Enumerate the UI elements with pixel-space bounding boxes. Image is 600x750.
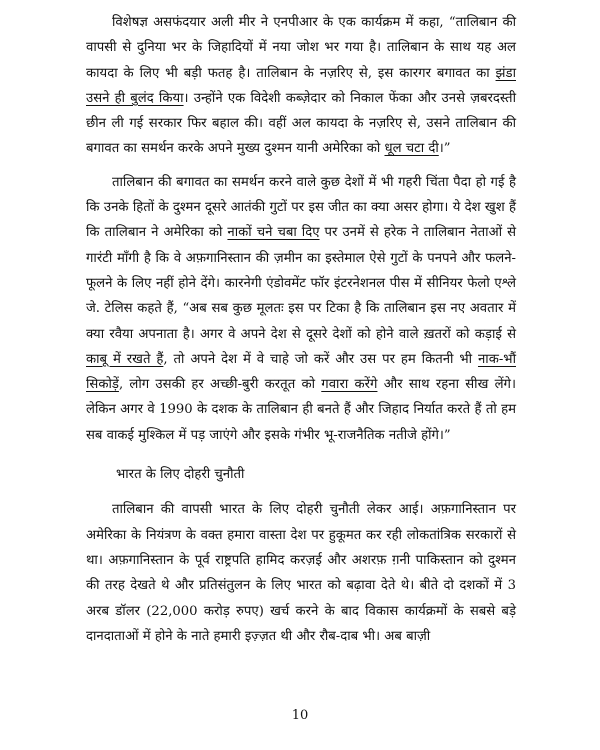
underlined-idiom: काबू में रखते हैं: [86, 351, 164, 367]
paragraph-expert-quote: विशेषज्ञ असफंदयार अली मीर ने एनपीआर के एक कार्यक्रम में कहा, “तालिबान की वापसी से दुनिया भर के जिहादियों में नया जोश भर गया है। तालिबान के साथ यह अल कायदा के लिए भी बड़ी फतह है। तालिबान के नज़रिए से, इस कारगर बगावत का झंडा उसने ही बुलंद किया। उन्होंने एक विदेशी कब्ज़ेदार को निकाल फेंका और उनसे ज़बरदस्ती छीन ली गई सरकार फिर बहाल की। वहीं अल कायदा के नज़रिए से, उसने तालिबान की बगावत का समर्थन करके अपने मुख्य दुश्मन यानी अमेरिका को धूल चटा दी।”: [86, 15, 516, 157]
underlined-idiom: नाकों चने चबा दिए: [227, 225, 320, 241]
underlined-idiom: नाक-भौं सिकोड़ें: [86, 351, 516, 393]
underlined-idiom: धूल चटा दी: [384, 141, 439, 157]
paragraph-india-challenge: तालिबान की वापसी भारत के लिए दोहरी चुनौती लेकर आई। अफ़गानिस्तान पर अमेरिका के नियंत्रण के वक्त हमारा वास्ता देश पर हुकूमत कर रही लोकतांत्रिक सरकारों से था। अफ़गानिस्तान के पूर्व राष्ट्रपति हामिद करज़ई और अशरफ़ ग़नी पाकिस्तान को दुश्मन की तरह देखते थे और प्रतिसंतुलन के लिए भारत को बढ़ावा देते थे। बीते दो दशकों में 3 अरब डॉलर (22,000 करोड़ रुपए) खर्च करने के बाद विकास कार्यक्रमों के सबसे बड़े दानदाताओं में होने के नाते हमारी इज़्ज़त थी और रौब-दाब भी। अब बाज़ी: [86, 502, 516, 644]
underlined-idiom: झंडा उसने ही बुलंद किया: [86, 65, 516, 106]
underlined-idiom: गवारा करेंगे: [321, 377, 378, 393]
page-number: 10: [291, 708, 309, 723]
section-heading: भारत के लिए दोहरी चुनौती: [116, 467, 245, 483]
paragraph-countries-concern: तालिबान की बगावत का समर्थन करने वाले कुछ देशों में भी गहरी चिंता पैदा हो गई है कि उनके हितों के दुश्मन दूसरे आतंकी गुटों पर इस जीत का क्या असर होगा। ये देश खुश हैं कि तालिबान ने अमेरिका को नाकों चने चबा दिए पर उनमें से हरेक ने तालिबान नेताओं से गारंटी माँगी है कि वे अफ़गानिस्तान की ज़मीन का इस्तेमाल ऐसे गुटों के पनपने और फलने-फूलने के लिए नहीं होने देंगे। कारनेगी एंडोवमेंट फॉर इंटरनेशनल पीस में सीनियर फेलो एश्ले जे. टेलिस कहते हैं, “अब सब कुछ मूलतः इस पर टिका है कि तालिबान इस नए अवतार में क्या रवैया अपनाता है। अगर वे अपने देश से दूसरे देशों को होने वाले ख़तरों को कड़ाई से काबू में रखते हैं, तो अपने देश में वे चाहे जो करें और उस पर हम कितनी भी नाक-भौं सिकोड़ें, लोग उसकी हर अच्छी-बुरी करतूत को गवारा करेंगे और साथ रहना सीख लेंगे। लेकिन अगर वे 1990 के दशक के तालिबान ही बनते हैं और जिहाद निर्यात करते हैं तो हम सब वाकई मुश्किल में पड़ जाएंगे और इसके गंभीर भू-राजनैतिक नतीजे होंगे।”: [86, 174, 517, 443]
